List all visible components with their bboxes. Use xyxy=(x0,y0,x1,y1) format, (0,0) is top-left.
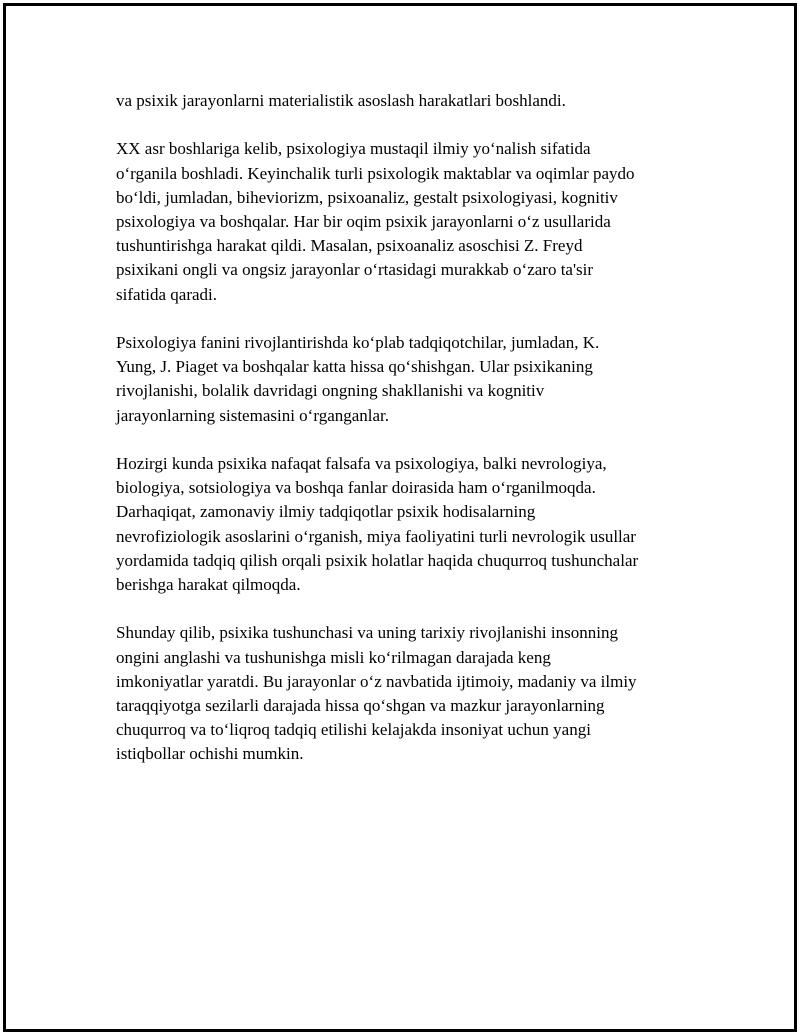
paragraph-20th-century: XX asr boshlariga kelib, psixologiya mustaqil ilmiy yo‘nalish sifatida o‘rganila boshladi. Keyinchalik turli psixologik maktablar va oqimlar paydo bo‘ldi, jumladan, biheviorizm, psixoanaliz, gestalt psixologiyasi, kognitiv psixologiya va boshqalar. Har bir oqim psixik jarayonlarni o‘z usullarida tushuntirishga harakat qildi. Masalan, psixoanaliz asoschisi Z. Freyd psixikani ongli va ongsiz jarayonlar o‘rtasidagi murakkab o‘zaro ta'sir sifatida qaradi. xyxy=(116,139,635,304)
paragraph-continuation: va psixik jarayonlarni materialistik asoslash harakatlari boshlandi. xyxy=(116,91,566,110)
paragraph-researchers: Psixologiya fanini rivojlantirishda ko‘plab tadqiqotchilar, jumladan, K. Yung, J. Piaget va boshqalar katta hissa qo‘shishgan. Ular psixikaning rivojlanishi, bolalik davridagi ongning shakllanishi va kognitiv jarayonlarning sistemasini o‘rganganlar. xyxy=(116,333,600,425)
document-body xyxy=(116,89,696,791)
paragraph-conclusion: Shunday qilib, psixika tushunchasi va uning tarixiy rivojlanishi insonning ongini anglashi va tushunishga misli ko‘rilmagan darajada keng imkoniyatlar yaratdi. Bu jarayonlar o‘z navbatida ijtimoiy, madaniy va ilmiy taraqqiyotga sezilarli darajada hissa qo‘shgan va mazkur jarayonlarning chuqurroq va to‘liqroq tadqiq etilishi kelajakda insoniyat uchun yangi istiqbollar ochishi mumkin. xyxy=(116,623,637,764)
paragraph-modern-research: Hozirgi kunda psixika nafaqat falsafa va psixologiya, balki nevrologiya, biologiya, sotsiologiya va boshqa fanlar doirasida ham o‘rganilmoqda. Darhaqiqat, zamonaviy ilmiy tadqiqotlar psixik hodisalarning nevrofiziologik asoslarini o‘rganish, miya faoliyatini turli nevrologik usullar yordamida tadqiq qilish orqali psixik holatlar haqida chuqurroq tushunchalar berishga harakat qilmoqda. xyxy=(116,454,639,595)
